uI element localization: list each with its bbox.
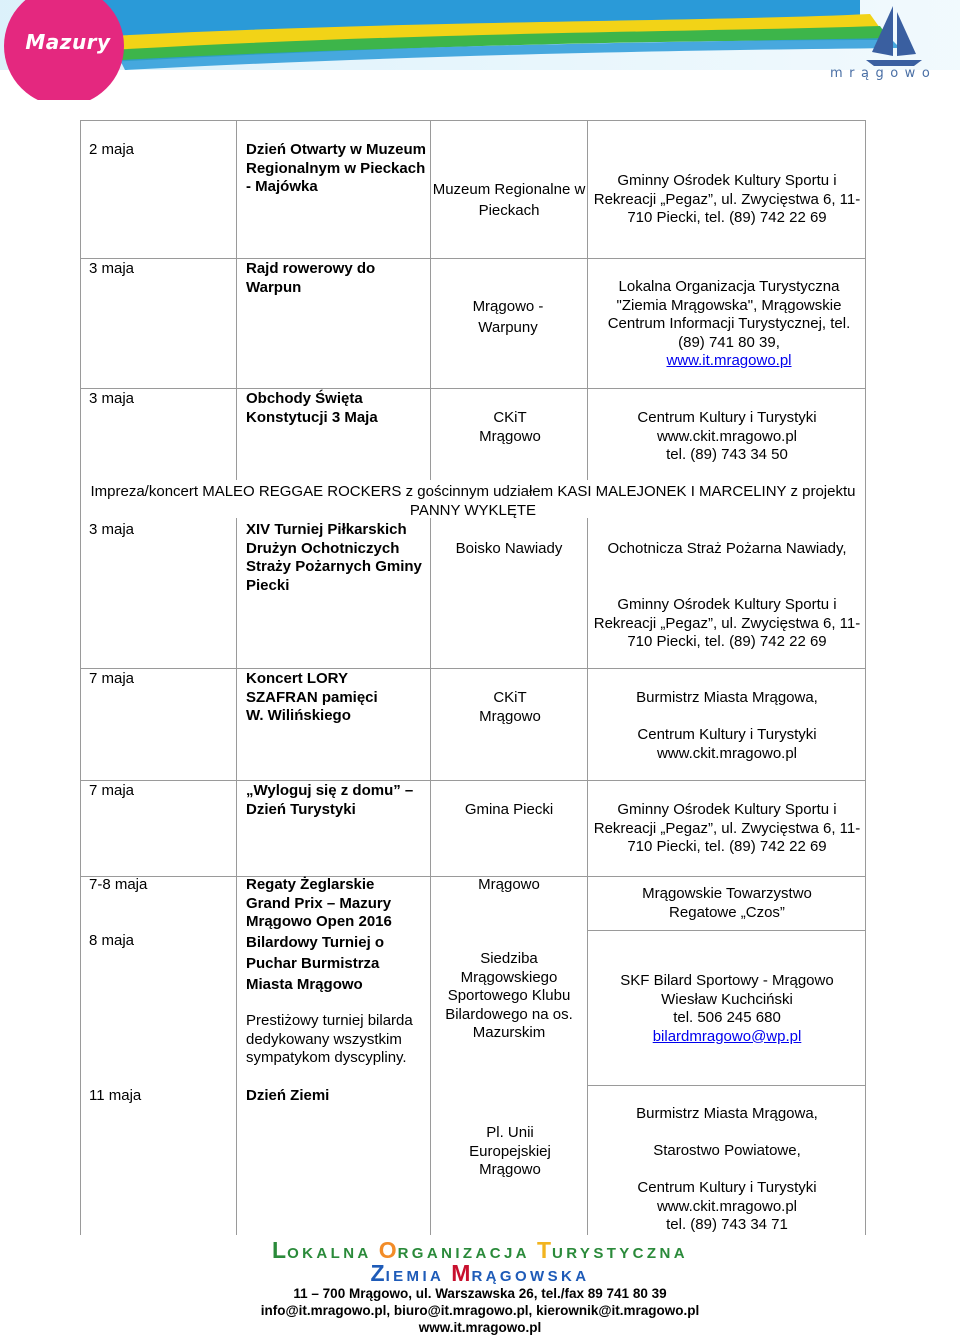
- event-place: Muzeum Regionalne w Pieckach: [432, 181, 586, 219]
- organizer-website-link[interactable]: www.it.mragowo.pl: [666, 352, 792, 369]
- event-place: Mrągowo - Warpuny: [472, 298, 544, 336]
- organizer-line: Centrum Kultury i Turystyki: [637, 409, 817, 426]
- event-title: Dzień Otwarty w Muzeum Regionalnym w Pieckach - Majówka: [246, 141, 427, 195]
- event-organizer-1: Ochotnicza Straż Pożarna Nawiady,: [607, 540, 847, 557]
- event-place: Mrągowo: [478, 876, 540, 893]
- event-organizer-2: Gminny Ośrodek Kultury Sportu i Rekreacji „Pegaz”, ul. Zwycięstwa 6, 11-710 Piecki, tel. (89) 742 22 69: [593, 596, 861, 650]
- organizer-line: tel. (89) 743 34 50: [666, 446, 788, 463]
- event-date: 7-8 maja: [89, 876, 148, 893]
- event-title: Bilardowy Turniej o Puchar Burmistrza Miasta Mrągowo: [246, 934, 385, 993]
- organizer-line: Centrum Kultury i Turystyki: [637, 1179, 817, 1196]
- event-date: 8 maja: [89, 932, 135, 949]
- event-date: 7 maja: [89, 782, 135, 799]
- organizer-line: Centrum Kultury i Turystyki: [637, 726, 817, 743]
- header-banner: [0, 0, 960, 100]
- event-organizer-3: [590, 1179, 864, 1235]
- event-note: Impreza/koncert MALEO REGGAE ROCKERS z gościnnym udziałem KASI MALEJONEK I MARCELINY z projektu PANNY WYKLĘTE: [90, 483, 856, 519]
- event-title: Rajd rowerowy do Warpun: [246, 260, 376, 296]
- events-table: [80, 120, 866, 1235]
- event-title: Regaty Żeglarskie Grand Prix – Mazury Mrągowo Open 2016: [246, 876, 392, 930]
- footer-org-name-line1: LOKALNA ORGANIZACJA TURYSTYCZNA: [272, 1237, 688, 1263]
- event-place: CKiT Mrągowo: [479, 689, 541, 725]
- footer-emails: info@it.mragowo.pl, biuro@it.mragowo.pl, kierownik@it.mragowo.pl: [260, 1303, 700, 1318]
- organizer-text: Lokalna Organizacja Turystyczna "Ziemia Mrągowska", Mrągowskie Centrum Informacji Turystycznej, tel. (89) 741 80 39,: [607, 278, 851, 351]
- event-description: Prestiżowy turniej bilarda dedykowany wszystkim sympatykom dyscypliny.: [246, 1012, 413, 1066]
- organizer-line: SKF Bilard Sportowy - Mrągowo: [620, 972, 834, 989]
- event-organizer: Gminny Ośrodek Kultury Sportu i Rekreacji „Pegaz”, ul. Zwycięstwa 6, 11-710 Piecki, tel. (89) 742 22 69: [593, 801, 861, 855]
- event-organizer: [590, 972, 864, 1046]
- event-organizer-2: Starostwo Powiatowe,: [653, 1142, 801, 1159]
- banner-graphic: [0, 0, 960, 100]
- mragowo-logo: mrągowo: [830, 66, 937, 81]
- event-title: Koncert LORY SZAFRAN pamięci W. Wilińskiego: [246, 670, 378, 724]
- event-title: Obchody Święta Konstytucji 3 Maja: [246, 390, 378, 426]
- event-title: Dzień Ziemi: [246, 1087, 330, 1104]
- event-organizer-1: Burmistrz Miasta Mrągowa,: [636, 1105, 818, 1122]
- mazury-logo: Mazury: [25, 30, 111, 54]
- event-title: „Wyloguj się z domu” – Dzień Turystyki: [246, 782, 414, 818]
- organizer-line: www.ckit.mragowo.pl: [656, 1197, 798, 1215]
- event-place: Siedziba Mrągowskiego Sportowego Klubu Bilardowego na os. Mazurskim: [445, 950, 573, 1041]
- event-place: CKiT Mrągowo: [479, 409, 541, 445]
- organizer-line: www.ckit.mragowo.pl: [656, 427, 798, 445]
- event-organizer-1: Burmistrz Miasta Mrągowa,: [636, 689, 818, 706]
- organizer-line: Wiesław Kuchciński: [661, 990, 793, 1008]
- organizer-line: tel. (89) 743 34 71: [666, 1216, 788, 1233]
- event-place: Pl. Unii Europejskiej Mrągowo: [469, 1124, 551, 1178]
- event-organizer: Mrągowskie Towarzystwo Regatowe „Czos”: [642, 885, 812, 921]
- event-date: 7 maja: [89, 670, 135, 687]
- footer-website[interactable]: www.it.mragowo.pl: [418, 1320, 542, 1335]
- event-date: 11 maja: [89, 1087, 142, 1104]
- event-organizer: Gminny Ośrodek Kultury Sportu i Rekreacji „Pegaz”, ul. Zwycięstwa 6, 11-710 Piecki, tel. (89) 742 22 69: [593, 172, 861, 226]
- event-date: 3 maja: [89, 390, 135, 407]
- event-date: 3 maja: [89, 260, 135, 277]
- organizer-line: www.ckit.mragowo.pl: [656, 744, 798, 762]
- event-organizer: [590, 409, 864, 465]
- organizer-line: tel. 506 245 680: [673, 1009, 781, 1026]
- event-title: XIV Turniej Piłkarskich Drużyn Ochotniczych Straży Pożarnych Gminy Piecki: [246, 521, 422, 594]
- event-date: 3 maja: [89, 521, 135, 538]
- footer-org-name-line2: ZIEMIA MRĄGOWSKA: [370, 1260, 590, 1286]
- event-date: 2 maja: [89, 141, 135, 158]
- event-organizer-2: [590, 726, 864, 763]
- footer-address: 11 – 700 Mrągowo, ul. Warszawska 26, tel./fax 89 741 80 39: [293, 1286, 667, 1301]
- event-organizer: [596, 278, 862, 371]
- event-place: Boisko Nawiady: [455, 540, 563, 557]
- event-place: Gmina Piecki: [464, 801, 554, 818]
- organizer-email-link[interactable]: bilardmragowo@wp.pl: [652, 1027, 802, 1045]
